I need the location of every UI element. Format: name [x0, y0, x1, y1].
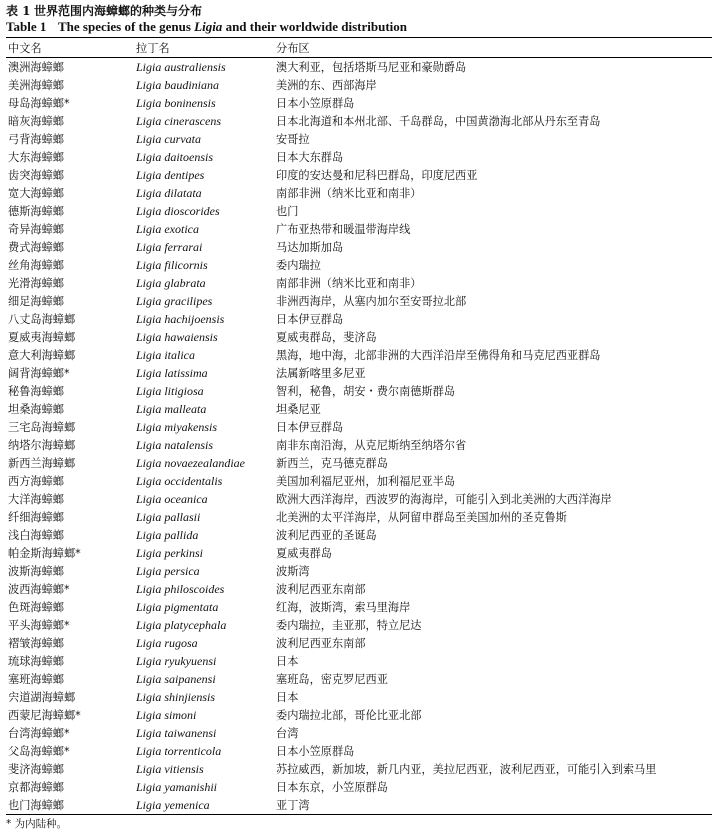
cell-distribution: 安哥拉: [276, 133, 310, 146]
table-row: [6, 436, 712, 454]
cell-latin-name: Ligia glabrata: [136, 275, 206, 290]
table-header-row: [6, 38, 712, 58]
caption-chinese-label: 表 1: [6, 4, 31, 18]
cell-latin-name: Ligia natalensis: [136, 437, 214, 452]
cell-chinese-name: 弓背海蟑螂: [8, 133, 64, 146]
caption-chinese: [6, 4, 712, 19]
cell-chinese-name: 琉球海蟑螂: [8, 655, 64, 668]
table-row: [6, 526, 712, 544]
cell-chinese-name: 德斯海蟑螂: [8, 205, 64, 218]
table-row: [6, 148, 712, 166]
caption-english-title-before: The species of the genus: [58, 19, 191, 34]
table-row: [6, 706, 712, 724]
cell-distribution: 南非东南沿海，从克尼斯纳至纳塔尔省: [276, 439, 467, 452]
cell-chinese-name: 西蒙尼海蟑螂*: [8, 709, 81, 722]
cell-latin-name: Ligia pallasii: [136, 509, 201, 524]
table-row: [6, 508, 712, 526]
cell-chinese-name: 意大利海蟑螂: [8, 349, 76, 362]
table-row: [6, 310, 712, 328]
cell-chinese-name: 母岛海蟑螂*: [8, 97, 70, 110]
table-row: [6, 400, 712, 418]
caption-english: [6, 19, 712, 34]
table-row: [6, 184, 712, 202]
cell-latin-name: Ligia platycephala: [136, 617, 227, 632]
cell-chinese-name: 奇异海蟑螂: [8, 223, 64, 236]
cell-latin-name: Ligia occidentalis: [136, 473, 223, 488]
cell-chinese-name: 也门海蟑螂: [8, 799, 64, 812]
table-row: [6, 292, 712, 310]
cell-distribution: 澳大利亚，包括塔斯马尼亚和豪勋爵岛: [276, 61, 467, 74]
table-row: [6, 112, 712, 130]
cell-distribution: 委内瑞拉，圭亚那，特立尼达: [276, 619, 422, 632]
cell-chinese-name: 斐济海蟑螂: [8, 763, 64, 776]
cell-distribution: 日本大东群岛: [276, 151, 344, 164]
header-distribution: 分布区: [276, 41, 310, 55]
cell-chinese-name: 齿突海蟑螂: [8, 169, 64, 182]
table-row: [6, 76, 712, 94]
table-row: [6, 760, 712, 778]
table-document: [6, 4, 712, 831]
cell-latin-name: Ligia yamanishii: [136, 779, 218, 794]
cell-latin-name: Ligia italica: [136, 347, 196, 362]
cell-distribution: 台湾: [276, 727, 299, 740]
table-row: [6, 778, 712, 796]
table-row: [6, 688, 712, 706]
table-row: [6, 472, 712, 490]
cell-latin-name: Ligia ryukyuensi: [136, 653, 217, 668]
cell-latin-name: Ligia hawaiensis: [136, 329, 218, 344]
table-row: [6, 670, 712, 688]
cell-distribution: 欧洲大西洋海岸，西波罗的海海岸，可能引入到北美洲的大西洋海岸: [276, 493, 612, 506]
cell-chinese-name: 京都海蟑螂: [8, 781, 64, 794]
cell-distribution: 印度的安达曼和尼科巴群岛，印度尼西亚: [276, 169, 478, 182]
cell-chinese-name: 澳洲海蟑螂: [8, 61, 64, 74]
cell-chinese-name: 波西海蟑螂*: [8, 583, 70, 596]
caption-english-label: Table 1: [6, 19, 47, 34]
cell-chinese-name: 夏威夷海蟑螂: [8, 331, 76, 344]
table-row: [6, 130, 712, 148]
table-row: [6, 652, 712, 670]
cell-latin-name: Ligia dilatata: [136, 185, 202, 200]
table-row: [6, 544, 712, 562]
cell-chinese-name: 塞班海蟑螂: [8, 673, 64, 686]
cell-chinese-name: 纤细海蟑螂: [8, 511, 64, 524]
cell-latin-name: Ligia dioscorides: [136, 203, 220, 218]
table-body: [6, 58, 712, 815]
cell-distribution: 夏威夷群岛: [276, 547, 332, 560]
cell-distribution: 新西兰，克马德克群岛: [276, 457, 388, 470]
caption-english-title-after: and their worldwide distribution: [225, 19, 407, 34]
cell-latin-name: Ligia hachijoensis: [136, 311, 225, 326]
cell-distribution: 日本东京，小笠原群岛: [276, 781, 388, 794]
cell-latin-name: Ligia ferrarai: [136, 239, 203, 254]
cell-distribution: 法属新喀里多尼亚: [276, 367, 366, 380]
cell-distribution: 苏拉威西，新加坡，新几内亚，美拉尼西亚，波利尼西亚，可能引入到索马里: [276, 763, 657, 776]
cell-chinese-name: 父岛海蟑螂*: [8, 745, 70, 758]
cell-chinese-name: 大洋海蟑螂: [8, 493, 64, 506]
table-row: [6, 94, 712, 112]
cell-chinese-name: 暗灰海蟑螂: [8, 115, 64, 128]
header-latin-name: 拉丁名: [136, 41, 170, 55]
cell-chinese-name: 平头海蟑螂*: [8, 619, 70, 632]
cell-chinese-name: 丝角海蟑螂: [8, 259, 64, 272]
cell-chinese-name: 阔背海蟑螂*: [8, 367, 70, 380]
cell-chinese-name: 光滑海蟑螂: [8, 277, 64, 290]
cell-distribution: 南部非洲（纳米比亚和南非）: [276, 277, 422, 290]
cell-distribution: 委内瑞拉: [276, 259, 321, 272]
cell-latin-name: Ligia malleata: [136, 401, 207, 416]
caption-chinese-title: 世界范围内海蟑螂的种类与分布: [34, 4, 203, 18]
table-row: [6, 274, 712, 292]
cell-distribution: 广布亚热带和暖温带海岸线: [276, 223, 411, 236]
cell-latin-name: Ligia pallida: [136, 527, 199, 542]
cell-chinese-name: 秘鲁海蟑螂: [8, 385, 64, 398]
table-row: [6, 634, 712, 652]
cell-latin-name: Ligia vitiensis: [136, 761, 204, 776]
cell-chinese-name: 三宅岛海蟑螂: [8, 421, 76, 434]
cell-distribution: 波斯湾: [276, 565, 310, 578]
cell-chinese-name: 坦桑海蟑螂: [8, 403, 64, 416]
table-row: [6, 58, 712, 77]
cell-distribution: 日本小笠原群岛: [276, 97, 355, 110]
cell-chinese-name: 美洲海蟑螂: [8, 79, 64, 92]
footnote: * 为内陆种。: [6, 818, 68, 830]
table-row: [6, 742, 712, 760]
cell-latin-name: Ligia taiwanensi: [136, 725, 217, 740]
cell-latin-name: Ligia philoscoides: [136, 581, 225, 596]
cell-latin-name: Ligia filicornis: [136, 257, 208, 272]
cell-distribution: 也门: [276, 205, 299, 218]
cell-distribution: 波利尼西亚东南部: [276, 583, 366, 596]
cell-chinese-name: 褶皱海蟑螂: [8, 637, 64, 650]
cell-distribution: 智利，秘鲁，胡安・费尔南德斯群岛: [276, 385, 456, 398]
cell-distribution: 日本: [276, 655, 299, 668]
table-row: [6, 796, 712, 815]
table-row: [6, 256, 712, 274]
cell-latin-name: Ligia curvata: [136, 131, 201, 146]
cell-distribution: 亚丁湾: [276, 799, 310, 812]
cell-distribution: 日本: [276, 691, 299, 704]
cell-latin-name: Ligia exotica: [136, 221, 199, 236]
header-chinese-name: 中文名: [8, 41, 42, 55]
cell-latin-name: Ligia australiensis: [136, 59, 226, 74]
cell-distribution: 委内瑞拉北部，哥伦比亚北部: [276, 709, 422, 722]
cell-distribution: 美国加利福尼亚州，加利福尼亚半岛: [276, 475, 456, 488]
cell-chinese-name: 费式海蟑螂: [8, 241, 64, 254]
cell-latin-name: Ligia novaezealandiae: [136, 455, 245, 470]
cell-latin-name: Ligia perkinsi: [136, 545, 204, 560]
table-row: [6, 364, 712, 382]
cell-latin-name: Ligia pigmentata: [136, 599, 219, 614]
cell-distribution: 日本伊豆群岛: [276, 313, 344, 326]
table-row: [6, 454, 712, 472]
cell-distribution: 红海，波斯湾，索马里海岸: [276, 601, 411, 614]
cell-chinese-name: 帕金斯海蟑螂*: [8, 547, 81, 560]
cell-latin-name: Ligia dentipes: [136, 167, 205, 182]
table-row: [6, 598, 712, 616]
cell-distribution: 波利尼西亚的圣诞岛: [276, 529, 377, 542]
table-row: [6, 166, 712, 184]
cell-distribution: 日本小笠原群岛: [276, 745, 355, 758]
table-row: [6, 580, 712, 598]
cell-chinese-name: 西方海蟑螂: [8, 475, 64, 488]
cell-chinese-name: 色斑海蟑螂: [8, 601, 64, 614]
cell-latin-name: Ligia persica: [136, 563, 200, 578]
table-row: [6, 346, 712, 364]
cell-distribution: 马达加斯加岛: [276, 241, 344, 254]
table-row: [6, 418, 712, 436]
cell-chinese-name: 细足海蟑螂: [8, 295, 64, 308]
cell-chinese-name: 浅白海蟑螂: [8, 529, 64, 542]
table-row: [6, 562, 712, 580]
cell-distribution: 南部非洲（纳米比亚和南非）: [276, 187, 422, 200]
table-row: [6, 202, 712, 220]
table-row: [6, 616, 712, 634]
cell-latin-name: Ligia daitoensis: [136, 149, 214, 164]
cell-distribution: 塞班岛，密克罗尼西亚: [276, 673, 388, 686]
cell-latin-name: Ligia saipanensi: [136, 671, 216, 686]
species-table: [6, 37, 712, 815]
cell-latin-name: Ligia rugosa: [136, 635, 198, 650]
cell-distribution: 非洲西海岸，从塞内加尔至安哥拉北部: [276, 295, 467, 308]
cell-latin-name: Ligia shinjiensis: [136, 689, 216, 704]
table-row: [6, 328, 712, 346]
cell-distribution: 夏威夷群岛，斐济岛: [276, 331, 377, 344]
cell-latin-name: Ligia gracilipes: [136, 293, 213, 308]
cell-latin-name: Ligia simoni: [136, 707, 197, 722]
cell-latin-name: Ligia yemenica: [136, 797, 210, 812]
cell-distribution: 日本北海道和本州北部、千岛群岛，中国黄渤海北部从丹东至青岛: [276, 115, 601, 128]
cell-latin-name: Ligia latissima: [136, 365, 208, 380]
table-row: [6, 490, 712, 508]
cell-chinese-name: 波斯海蟑螂: [8, 565, 64, 578]
table-row: [6, 238, 712, 256]
cell-distribution: 日本伊豆群岛: [276, 421, 344, 434]
cell-latin-name: Ligia baudiniana: [136, 77, 220, 92]
cell-latin-name: Ligia torrenticola: [136, 743, 222, 758]
cell-chinese-name: 大东海蟑螂: [8, 151, 64, 164]
table-row: [6, 382, 712, 400]
cell-latin-name: Ligia boninensis: [136, 95, 216, 110]
table-row: [6, 220, 712, 238]
cell-distribution: 北美洲的太平洋海岸，从阿留申群岛至美国加州的圣克鲁斯: [276, 511, 567, 524]
cell-chinese-name: 宽大海蟑螂: [8, 187, 64, 200]
cell-chinese-name: 纳塔尔海蟑螂: [8, 439, 76, 452]
table-row: [6, 724, 712, 742]
cell-latin-name: Ligia miyakensis: [136, 419, 217, 434]
cell-distribution: 黑海，地中海，北部非洲的大西洋沿岸至佛得角和马克尼西亚群岛: [276, 349, 601, 362]
cell-chinese-name: 宍道湖海蟑螂: [8, 691, 76, 704]
cell-chinese-name: 新西兰海蟑螂: [8, 457, 76, 470]
caption-english-genus: Ligia: [194, 19, 223, 34]
cell-distribution: 波利尼西亚东南部: [276, 637, 366, 650]
cell-latin-name: Ligia oceanica: [136, 491, 208, 506]
cell-chinese-name: 台湾海蟑螂*: [8, 727, 70, 740]
cell-latin-name: Ligia cinerascens: [136, 113, 221, 128]
cell-distribution: 坦桑尼亚: [276, 403, 321, 416]
cell-latin-name: Ligia litigiosa: [136, 383, 204, 398]
cell-distribution: 美洲的东、西部海岸: [276, 79, 377, 92]
cell-chinese-name: 八丈岛海蟑螂: [8, 313, 76, 326]
